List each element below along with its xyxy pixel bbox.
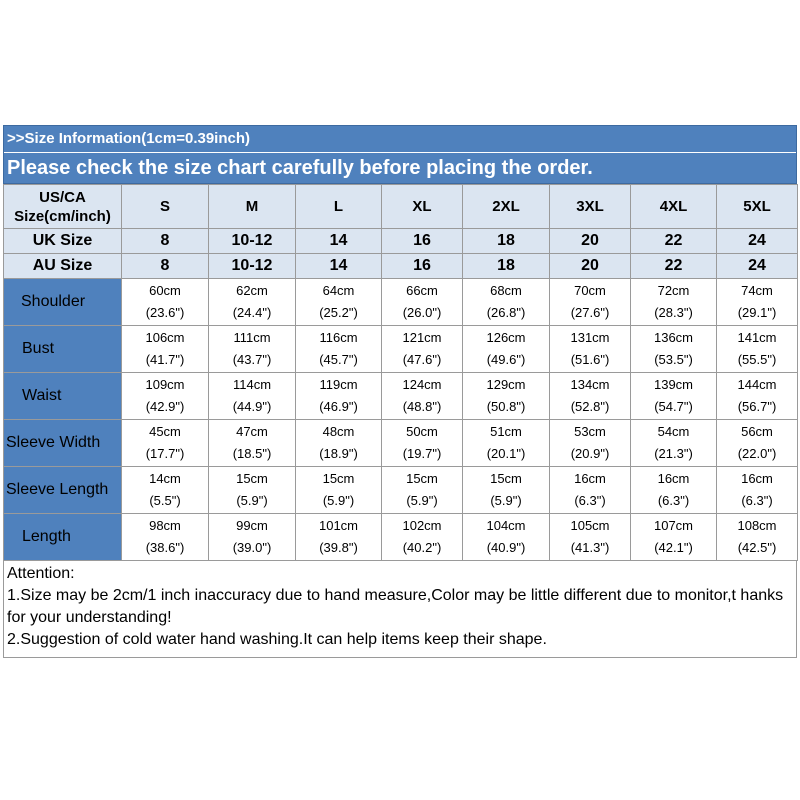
measurement-inch: (24.4") [232,305,272,320]
measurement-cm: 64cm [322,283,355,298]
measurement-inch: (18.9") [319,446,358,461]
size-header: XL [382,185,463,229]
measurement-cm: 119cm [319,377,358,392]
size-header: 5XL [717,185,798,229]
au-size-value: 20 [550,254,631,279]
size-header: M [209,185,296,229]
measurement-inch: (42.5") [737,540,777,555]
measurement-cm: 53cm [574,424,606,439]
measurement-cell [717,373,798,420]
measurement-inch: (5.9") [490,493,522,508]
size-header: 3XL [550,185,631,229]
measurement-cm: 16cm [574,471,606,486]
measurement-cell [122,373,209,420]
size-header: 4XL [631,185,717,229]
measurement-rows [4,279,798,561]
measurement-cm: 136cm [653,330,694,345]
table-row [4,373,798,420]
measurement-cm: 47cm [236,424,268,439]
attention-notes [3,561,797,658]
measurement-cell [631,420,717,467]
measurement-inch: (39.0") [232,540,272,555]
measurement-cm: 121cm [402,330,442,345]
measurement-cm: 60cm [149,283,181,298]
measurement-cell [209,420,296,467]
measurement-inch: (5.5") [149,493,181,508]
measurement-cell [717,420,798,467]
measurement-cm: 66cm [406,283,438,298]
au-size-value: 18 [463,254,550,279]
measurement-cell [463,326,550,373]
measurement-inch: (52.8") [570,399,610,414]
measurement-inch: (44.9") [232,399,272,414]
measurement-inch: (26.0") [402,305,442,320]
size-table [3,184,798,561]
measurement-cell [631,279,717,326]
measurement-cm: 99cm [236,518,268,533]
measurement-cm: 62cm [236,283,268,298]
attention-title: Attention: [7,565,75,582]
measurement-cm: 45cm [149,424,181,439]
measurement-inch: (21.3") [654,446,693,461]
measurement-cell [209,373,296,420]
uk-size-value: 24 [717,229,798,254]
measurement-cell [463,373,550,420]
measurement-cell [631,514,717,561]
measurement-inch: (6.3") [574,493,606,508]
measurement-cm: 141cm [737,330,777,345]
measurement-inch: (20.9") [570,446,610,461]
measurement-inch: (41.3") [570,540,610,555]
measurement-inch: (5.9") [236,493,268,508]
measurement-inch: (43.7") [232,352,272,367]
measurement-cm: 74cm [741,283,773,298]
measurement-label: Shoulder [4,279,122,326]
measurement-inch: (46.9") [319,399,358,414]
au-size-value: 22 [631,254,717,279]
measurement-cm: 104cm [486,518,526,533]
measurement-cm: 98cm [149,518,181,533]
measurement-cm: 68cm [490,283,522,298]
measurement-cell [209,279,296,326]
measurement-inch: (20.1") [486,446,526,461]
table-row [4,279,798,326]
measurement-cell [463,279,550,326]
measurement-inch: (26.8") [486,305,526,320]
measurement-inch: (56.7") [737,399,777,414]
measurement-cell [382,467,463,514]
measurement-inch: (42.9") [145,399,185,414]
measurement-cell [550,279,631,326]
us-size-header-row [4,185,798,229]
uk-size-value: 16 [382,229,463,254]
measurement-cm: 129cm [486,377,526,392]
measurement-inch: (49.6") [486,352,526,367]
measurement-cell [209,467,296,514]
size-header: S [122,185,209,229]
measurement-inch: (6.3") [741,493,773,508]
measurement-cell [209,326,296,373]
measurement-inch: (48.8") [402,399,442,414]
uk-size-value: 18 [463,229,550,254]
measurement-cell [550,467,631,514]
size-check-instruction: Please check the size chart carefully before placing the order. [4,152,796,183]
measurement-cm: 15cm [406,471,438,486]
measurement-inch: (19.7") [402,446,442,461]
measurement-cm: 101cm [318,518,359,533]
uk-size-value: 14 [296,229,382,254]
measurement-cm: 114cm [232,377,272,392]
measurement-cell [209,514,296,561]
measurement-cm: 14cm [149,471,181,486]
measurement-cm: 106cm [145,330,185,345]
measurement-cm: 126cm [486,330,526,345]
measurement-cell [717,467,798,514]
measurement-inch: (53.5") [654,352,693,367]
au-size-value: 16 [382,254,463,279]
table-row [4,514,798,561]
measurement-cell [631,326,717,373]
measurement-cell [382,279,463,326]
uk-size-value: 8 [122,229,209,254]
measurement-inch: (42.1") [654,540,693,555]
measurement-cell [550,326,631,373]
measurement-cm: 107cm [653,518,694,533]
measurement-cell [296,373,382,420]
measurement-label: Waist [4,373,122,420]
measurement-inch: (25.2") [319,305,358,320]
table-row [4,420,798,467]
uk-size-label: UK Size [4,229,122,254]
measurement-cell [550,420,631,467]
measurement-cm: 51cm [490,424,522,439]
measurement-cm: 16cm [741,471,773,486]
measurement-cm: 15cm [490,471,522,486]
measurement-cm: 124cm [402,377,442,392]
measurement-inch: (5.9") [406,493,438,508]
measurement-cm: 134cm [570,377,610,392]
size-column-label: US/CA Size(cm/inch) [4,185,122,229]
measurement-cell [296,514,382,561]
measurement-inch: (54.7") [654,399,693,414]
measurement-inch: (23.6") [145,305,185,320]
au-size-label: AU Size [4,254,122,279]
measurement-cm: 15cm [322,471,355,486]
measurement-cell [122,279,209,326]
size-info-title: >>Size Information(1cm=0.39inch) [7,130,250,147]
measurement-label: Sleeve Width [4,420,122,467]
measurement-cell [717,279,798,326]
measurement-cell [382,373,463,420]
measurement-inch: (18.5") [232,446,272,461]
uk-size-value: 10-12 [209,229,296,254]
measurement-cm: 109cm [145,377,185,392]
measurement-cm: 105cm [570,518,610,533]
measurement-inch: (50.8") [486,399,526,414]
measurement-label: Sleeve Length [4,467,122,514]
measurement-inch: (28.3") [654,305,693,320]
measurement-cm: 50cm [406,424,438,439]
table-row [4,467,798,514]
measurement-cell [122,467,209,514]
measurement-inch: (39.8") [319,540,358,555]
measurement-cm: 102cm [402,518,442,533]
measurement-inch: (40.9") [486,540,526,555]
size-header: 2XL [463,185,550,229]
size-chart [3,125,797,658]
measurement-cell [296,279,382,326]
table-row [4,326,798,373]
measurement-cell [296,420,382,467]
measurement-inch: (55.5") [737,352,777,367]
measurement-cell [550,514,631,561]
measurement-cell [717,514,798,561]
measurement-cell [463,467,550,514]
measurement-cell [631,467,717,514]
measurement-label: Bust [4,326,122,373]
measurement-inch: (45.7") [319,352,358,367]
measurement-inch: (27.6") [570,305,610,320]
measurement-label: Length [4,514,122,561]
measurement-cm: 15cm [236,471,268,486]
measurement-cm: 70cm [574,283,606,298]
measurement-inch: (22.0") [737,446,777,461]
measurement-cell [296,326,382,373]
attention-note-2: 2.Suggestion of cold water hand washing.It can help items keep their shape. [7,631,547,648]
measurement-cm: 48cm [322,424,355,439]
measurement-cm: 139cm [653,377,694,392]
measurement-cell [463,420,550,467]
attention-note-1: 1.Size may be 2cm/1 inch inaccuracy due to hand measure,Color may be little different due to monitor,t hanks for your understanding! [7,587,784,626]
measurement-cell [550,373,631,420]
measurement-cell [296,467,382,514]
size-info-banner [3,125,797,184]
measurement-cm: 16cm [657,471,690,486]
uk-size-row [4,229,798,254]
measurement-cell [382,514,463,561]
measurement-inch: (17.7") [145,446,185,461]
au-size-value: 8 [122,254,209,279]
measurement-cm: 144cm [737,377,777,392]
measurement-inch: (41.7") [145,352,185,367]
measurement-cell [717,326,798,373]
size-header: L [296,185,382,229]
measurement-inch: (47.6") [402,352,442,367]
measurement-cell [122,420,209,467]
measurement-inch: (29.1") [737,305,777,320]
measurement-cm: 111cm [233,330,271,345]
measurement-cm: 54cm [657,424,690,439]
measurement-cell [382,420,463,467]
measurement-cell [122,326,209,373]
measurement-cell [463,514,550,561]
uk-size-value: 22 [631,229,717,254]
measurement-cm: 131cm [570,330,610,345]
measurement-cm: 116cm [319,330,358,345]
uk-size-value: 20 [550,229,631,254]
au-size-value: 14 [296,254,382,279]
measurement-cell [122,514,209,561]
measurement-cell [631,373,717,420]
measurement-cm: 108cm [737,518,777,533]
measurement-inch: (51.6") [570,352,610,367]
au-size-value: 10-12 [209,254,296,279]
au-size-row [4,254,798,279]
measurement-inch: (40.2") [402,540,442,555]
measurement-inch: (38.6") [145,540,185,555]
au-size-value: 24 [717,254,798,279]
measurement-cm: 72cm [657,283,690,298]
measurement-cell [382,326,463,373]
measurement-cm: 56cm [741,424,773,439]
measurement-inch: (6.3") [657,493,690,508]
measurement-inch: (5.9") [322,493,355,508]
